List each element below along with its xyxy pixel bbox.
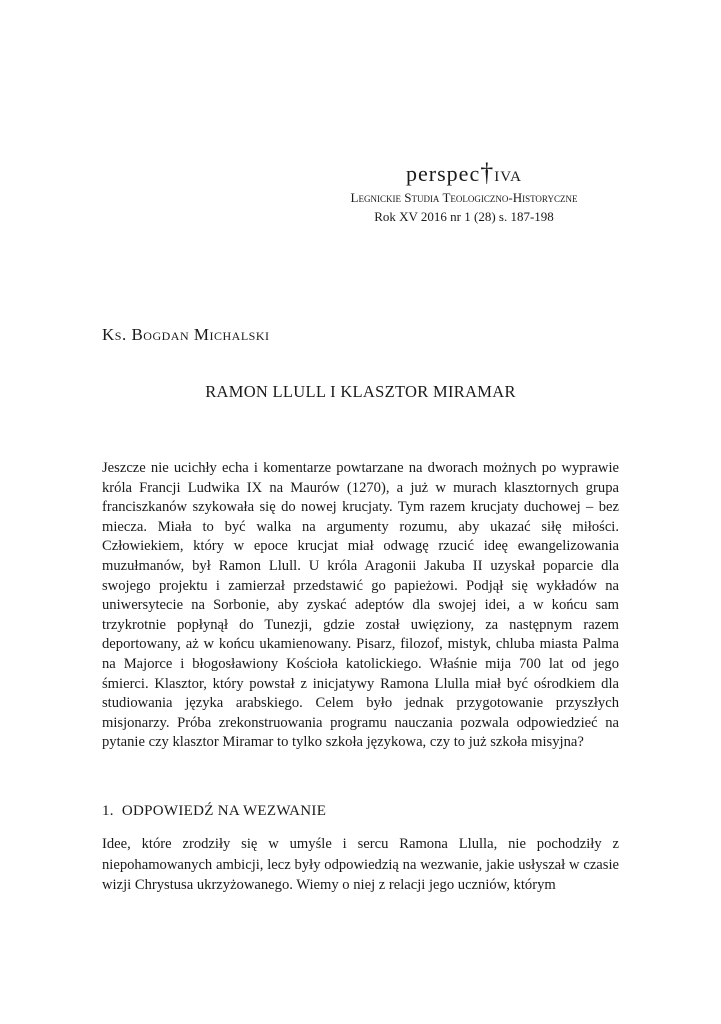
article-author: Ks. Bogdan Michalski [102,325,270,344]
section-number: 1. [102,803,114,819]
journal-title [314,160,614,187]
journal-title-part1: perspec [406,161,481,186]
journal-title-part2: iva [494,161,522,186]
article-title: RAMON LLULL I KLASZTOR MIRAMAR [205,382,516,401]
section-title: ODPOWIEDŹ NA WEZWANIE [121,803,327,819]
section-body-text: Idee, które zrodziły się w umyśle i sercu Ramona Llulla, nie pochodziły z niepohamowanych ambicji, lecz były odpowiedzią na wezwanie, jakie usłyszał w czasie wizji Chrystusa ukrzyżowanego. Wiemy o niej z relacji jego uczniów, którym [102,836,619,893]
article-abstract: Jeszcze nie ucichły echa i komentarze powtarzane na dworach możnych po wyprawie króla Francji Ludwika IX na Maurów (1270), a już w murach klasztornych grupa franciszkanów szykowała się do nowej krucjaty. Tym razem krucjaty duchowej – bez miecza. Miała to być walka na argumenty rozumu, aby ukazać siłę miłości. Człowiekiem, który w epoce krucjat miał odwagę rzucić ideę ewangelizowania muzułmanów, był Ramon Llull. U króla Aragonii Jakuba II uzyskał poparcie dla swojego projektu i zamierzał przedstawić go papieżowi. Podjął się wykładów na uniwersytecie na Sorbonie, aby zyskać adeptów dla swojej idei, a w końcu sam trzykrotnie popłynął do Tunezji, gdzie został uwięziony, za następnym razem deportowany, aż w końcu ukamienowany. Pisarz, filozof, mistyk, chluba miasta Palma na Majorce i błogosławiony Kościoła katolickiego. Właśnie mija 700 lat od jego śmierci. Klasztor, który powstał z inicjatywy Ramona Llulla miał być ośrodkiem dla studiowania języka arabskiego. Celem było jednak przygotowanie przyszłych misjonarzy. Próba zrekonstruowania programu nauczania pozwala odpowiedzieć na pytanie czy klasztor Miramar to tylko szkoła językowa, czy to już szkoła misyjna? [102,460,619,751]
cross-icon: † [480,158,495,187]
journal-series: Legnickie Studia Teologiczno-Historyczne [350,190,578,205]
journal-header [314,160,614,225]
section-heading [102,803,326,820]
journal-volume: Rok XV 2016 nr 1 (28) s. 187-198 [374,209,554,224]
